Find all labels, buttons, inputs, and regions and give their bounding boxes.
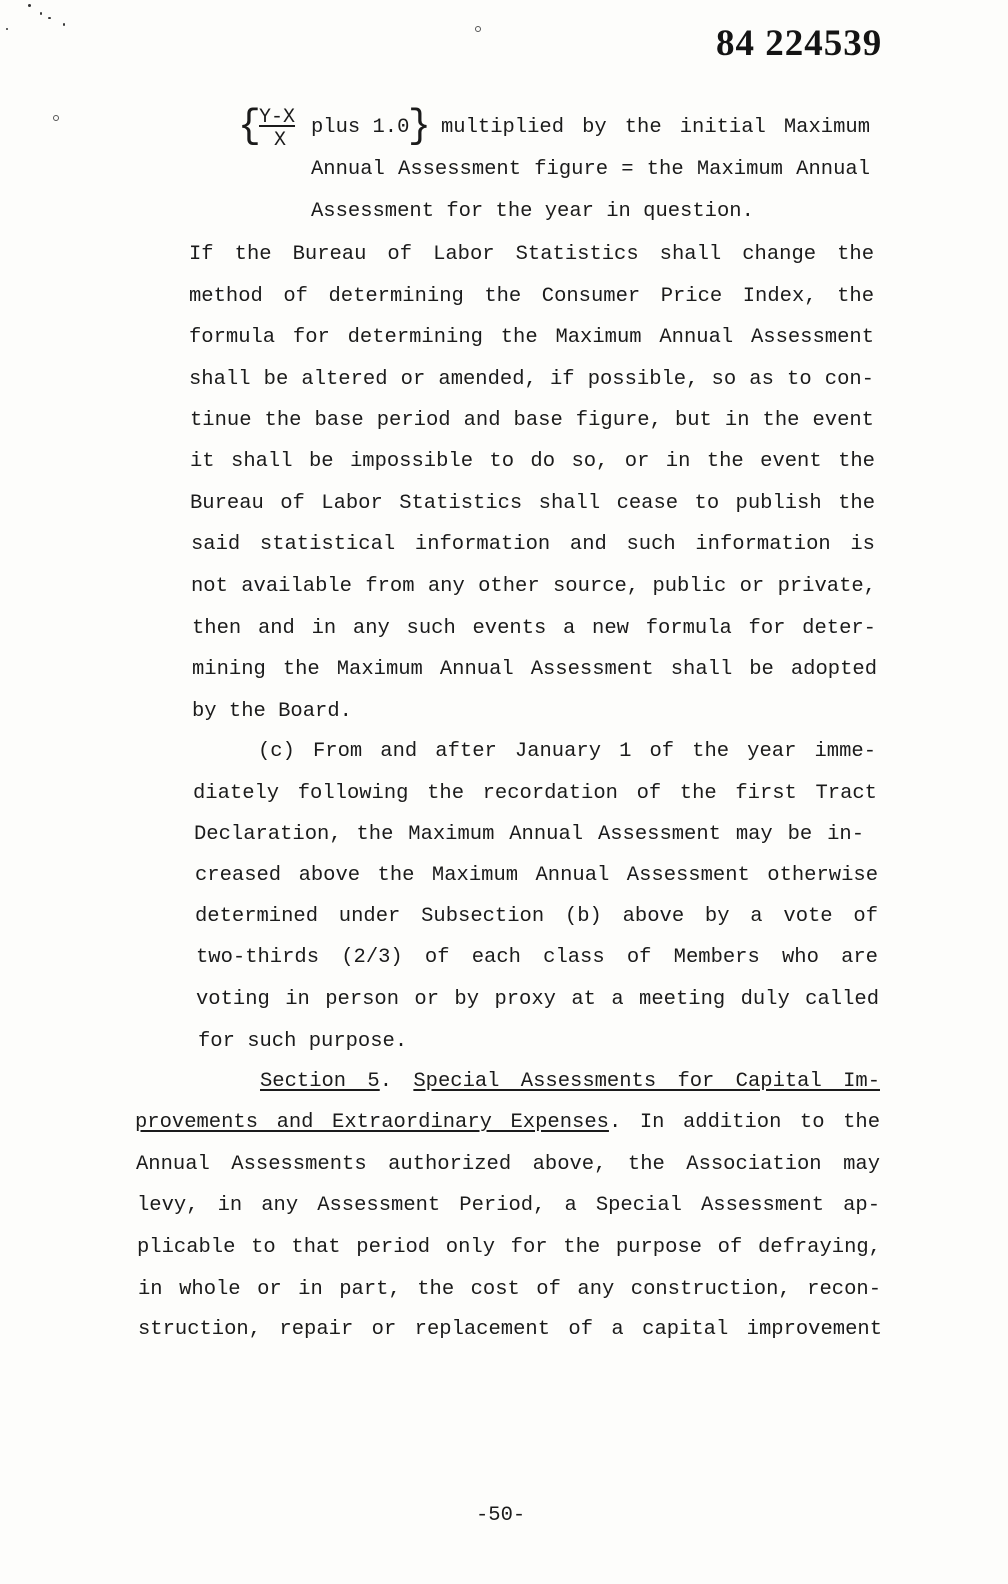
text-line: If the Bureau of Labor Statistics shall change the bbox=[189, 243, 874, 266]
formula-line: Assessment for the year in question. bbox=[311, 200, 754, 223]
section-title: provements and Extraordinary Expenses bbox=[135, 1111, 609, 1134]
document-number: 84 224539 bbox=[716, 23, 883, 64]
text-line: diately following the recordation of the first Tract bbox=[193, 782, 877, 805]
text-line: it shall be impossible to do so, or in the event the bbox=[190, 450, 875, 473]
text-line: creased above the Maximum Annual Assessment otherwise bbox=[195, 864, 878, 887]
text-line: determined under Subsection (b) above by a vote of bbox=[195, 905, 878, 928]
formula-line: Annual Assessment figure = the Maximum Annual bbox=[311, 158, 870, 181]
scan-speck bbox=[53, 115, 59, 121]
text-line: levy, in any Assessment Period, a Special Assessment ap- bbox=[137, 1194, 880, 1217]
formula-open-brace: { bbox=[238, 104, 261, 150]
text-line: formula for determining the Maximum Annual Assessment bbox=[189, 326, 874, 349]
text-line: said statistical information and such information is bbox=[191, 533, 875, 556]
section-heading-line bbox=[135, 1109, 880, 1137]
text-line: shall be altered or amended, if possible, so as to con- bbox=[189, 368, 874, 391]
formula-line: multiplied by the initial Maximum bbox=[441, 116, 870, 139]
text-line: voting in person or by proxy at a meeting duly called bbox=[196, 988, 879, 1011]
text-line: plicable to that period only for the purpose of defraying, bbox=[137, 1236, 881, 1259]
formula-denominator: X bbox=[274, 129, 287, 152]
text-line: in whole or in part, the cost of any construction, recon- bbox=[138, 1278, 881, 1301]
text-line: tinue the base period and base figure, but in the event bbox=[190, 409, 874, 432]
text-line: then and in any such events a new formula for deter- bbox=[192, 617, 876, 640]
page-number: -50- bbox=[476, 1504, 526, 1527]
text-line: mining the Maximum Annual Assessment shall be adopted bbox=[192, 658, 877, 681]
scan-speck bbox=[40, 12, 42, 15]
scan-speck bbox=[63, 23, 65, 26]
formula-plus-term: plus 1.0 bbox=[311, 116, 410, 139]
text-line: Annual Assessments authorized above, the Association may bbox=[136, 1153, 880, 1176]
formula-close-brace: } bbox=[408, 104, 431, 150]
text-line bbox=[258, 738, 876, 766]
scan-speck bbox=[48, 17, 51, 19]
section-heading-line bbox=[260, 1068, 880, 1096]
text-line: for such purpose. bbox=[198, 1030, 408, 1053]
text-line: struction, repair or replacement of a capital improvement bbox=[138, 1318, 882, 1341]
section-title-punct: . bbox=[608, 1111, 622, 1134]
scan-speck bbox=[6, 28, 8, 30]
text-line: method of determining the Consumer Price Index, the bbox=[189, 285, 874, 308]
text-line: Bureau of Labor Statistics shall cease to publish the bbox=[190, 492, 875, 515]
text-line: two-thirds (2/3) of each class of Members who are bbox=[196, 946, 878, 969]
text-line: Declaration, the Maximum Annual Assessment may be in- bbox=[194, 823, 864, 846]
text-line-content: In addition to the bbox=[639, 1111, 880, 1134]
scan-speck bbox=[28, 4, 31, 7]
formula-numerator: Y-X bbox=[259, 106, 296, 129]
text-line: not available from any other source, public or private, bbox=[191, 575, 876, 598]
section-title: Special Assessments for Capital Im- bbox=[413, 1070, 880, 1093]
text-line-content: From and after January 1 of the year imme- bbox=[313, 740, 876, 763]
section-label: Section 5 bbox=[260, 1070, 380, 1093]
text-line: by the Board. bbox=[192, 700, 352, 723]
subsection-label: (c) bbox=[258, 740, 295, 763]
section-label-punct: . bbox=[379, 1070, 393, 1093]
scan-speck bbox=[475, 26, 481, 32]
